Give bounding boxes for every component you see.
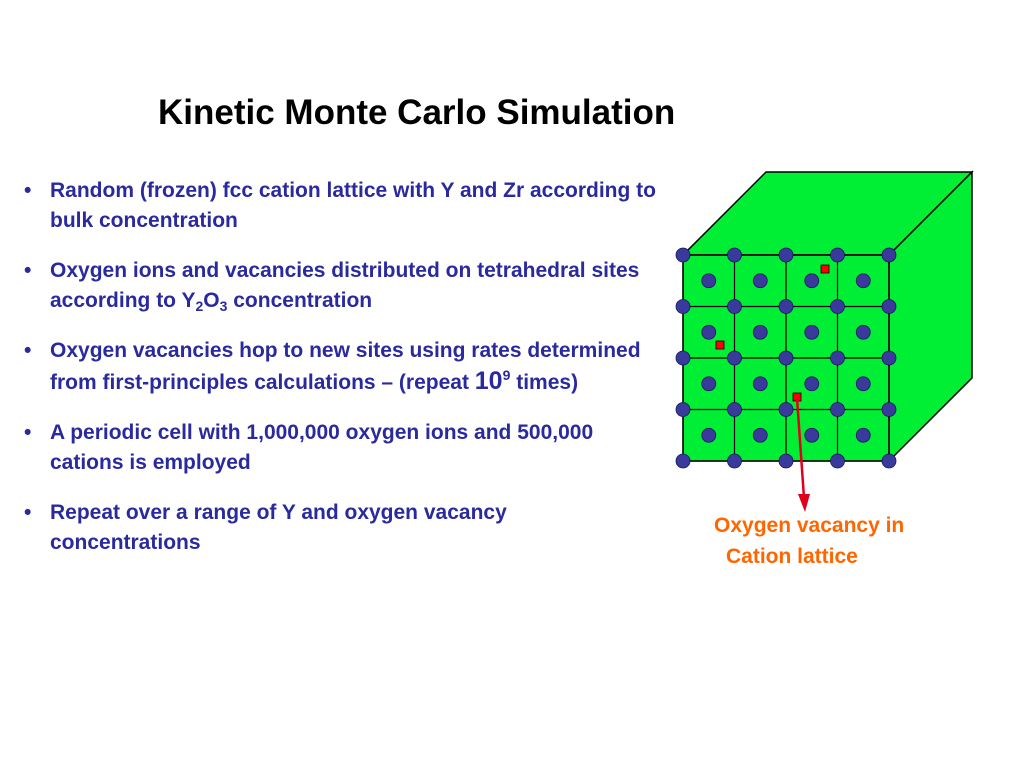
cation-icon (882, 248, 896, 262)
cation-icon (805, 428, 819, 442)
cation-icon (856, 428, 870, 442)
cation-icon (728, 300, 742, 314)
exponent: 9 (502, 367, 511, 383)
bullet-marker: • (24, 339, 32, 362)
bullet-text: O (203, 289, 220, 312)
bullet-marker: • (24, 501, 32, 524)
vacancy-caption (714, 510, 904, 572)
cation-icon (831, 454, 845, 468)
cation-icon (779, 300, 793, 314)
bullet-text: times) (510, 371, 579, 394)
lattice-cube (683, 172, 972, 461)
cation-icon (831, 403, 845, 417)
cation-icon (882, 403, 896, 417)
bullet-text: Oxygen ions and vacancies distributed on tetrahedral sites according to Y (50, 259, 640, 312)
cation-icon (805, 274, 819, 288)
power-base: 10 (474, 367, 503, 395)
cation-icon (728, 403, 742, 417)
cation-icon (676, 300, 690, 314)
cation-icon (676, 351, 690, 365)
bullet-marker: • (24, 259, 32, 282)
cation-icon (753, 325, 767, 339)
cation-icon (779, 454, 793, 468)
cation-icon (702, 325, 716, 339)
bullet-text: Repeat over a range of Y and oxygen vacancy concentrations (50, 501, 507, 554)
caption-line-1: Oxygen vacancy in (714, 514, 905, 537)
cation-icon (831, 300, 845, 314)
bullet-text: A periodic cell with 1,000,000 oxygen ions and 500,000 cations is employed (50, 421, 594, 474)
caption-line-2: Cation lattice (726, 545, 858, 568)
bullet-text: concentration (227, 289, 373, 312)
oxygen-vacancy-icon (716, 341, 724, 349)
cation-icon (676, 403, 690, 417)
bullet-text: Random (frozen) fcc cation lattice with Y and Zr according to bulk concentration (50, 179, 656, 232)
cation-icon (728, 454, 742, 468)
cation-icon (856, 274, 870, 288)
cation-icon (753, 274, 767, 288)
cation-icon (702, 377, 716, 391)
cation-icon (753, 428, 767, 442)
cation-icon (882, 300, 896, 314)
cation-icon (728, 351, 742, 365)
cation-icon (702, 274, 716, 288)
oxygen-vacancy-icon (821, 265, 829, 273)
bullet-text: Oxygen vacancies hop to new sites using rates determined from first-principles calculations – (repeat (50, 339, 641, 394)
cation-icon (805, 325, 819, 339)
cation-icon (779, 351, 793, 365)
cation-icon (856, 377, 870, 391)
cation-icon (676, 248, 690, 262)
cation-icon (831, 351, 845, 365)
subscript: 3 (219, 298, 228, 314)
cation-icon (702, 428, 716, 442)
cation-icon (779, 403, 793, 417)
cation-icon (856, 325, 870, 339)
bullet-marker: • (24, 179, 32, 202)
cation-icon (882, 454, 896, 468)
cation-icon (779, 248, 793, 262)
cation-icon (882, 351, 896, 365)
subscript: 2 (195, 298, 204, 314)
slide-title: Kinetic Monte Carlo Simulation (158, 93, 676, 132)
cation-icon (805, 377, 819, 391)
cation-icon (728, 248, 742, 262)
bullet-marker: • (24, 421, 32, 444)
cation-icon (831, 248, 845, 262)
cation-icon (753, 377, 767, 391)
cation-icon (676, 454, 690, 468)
